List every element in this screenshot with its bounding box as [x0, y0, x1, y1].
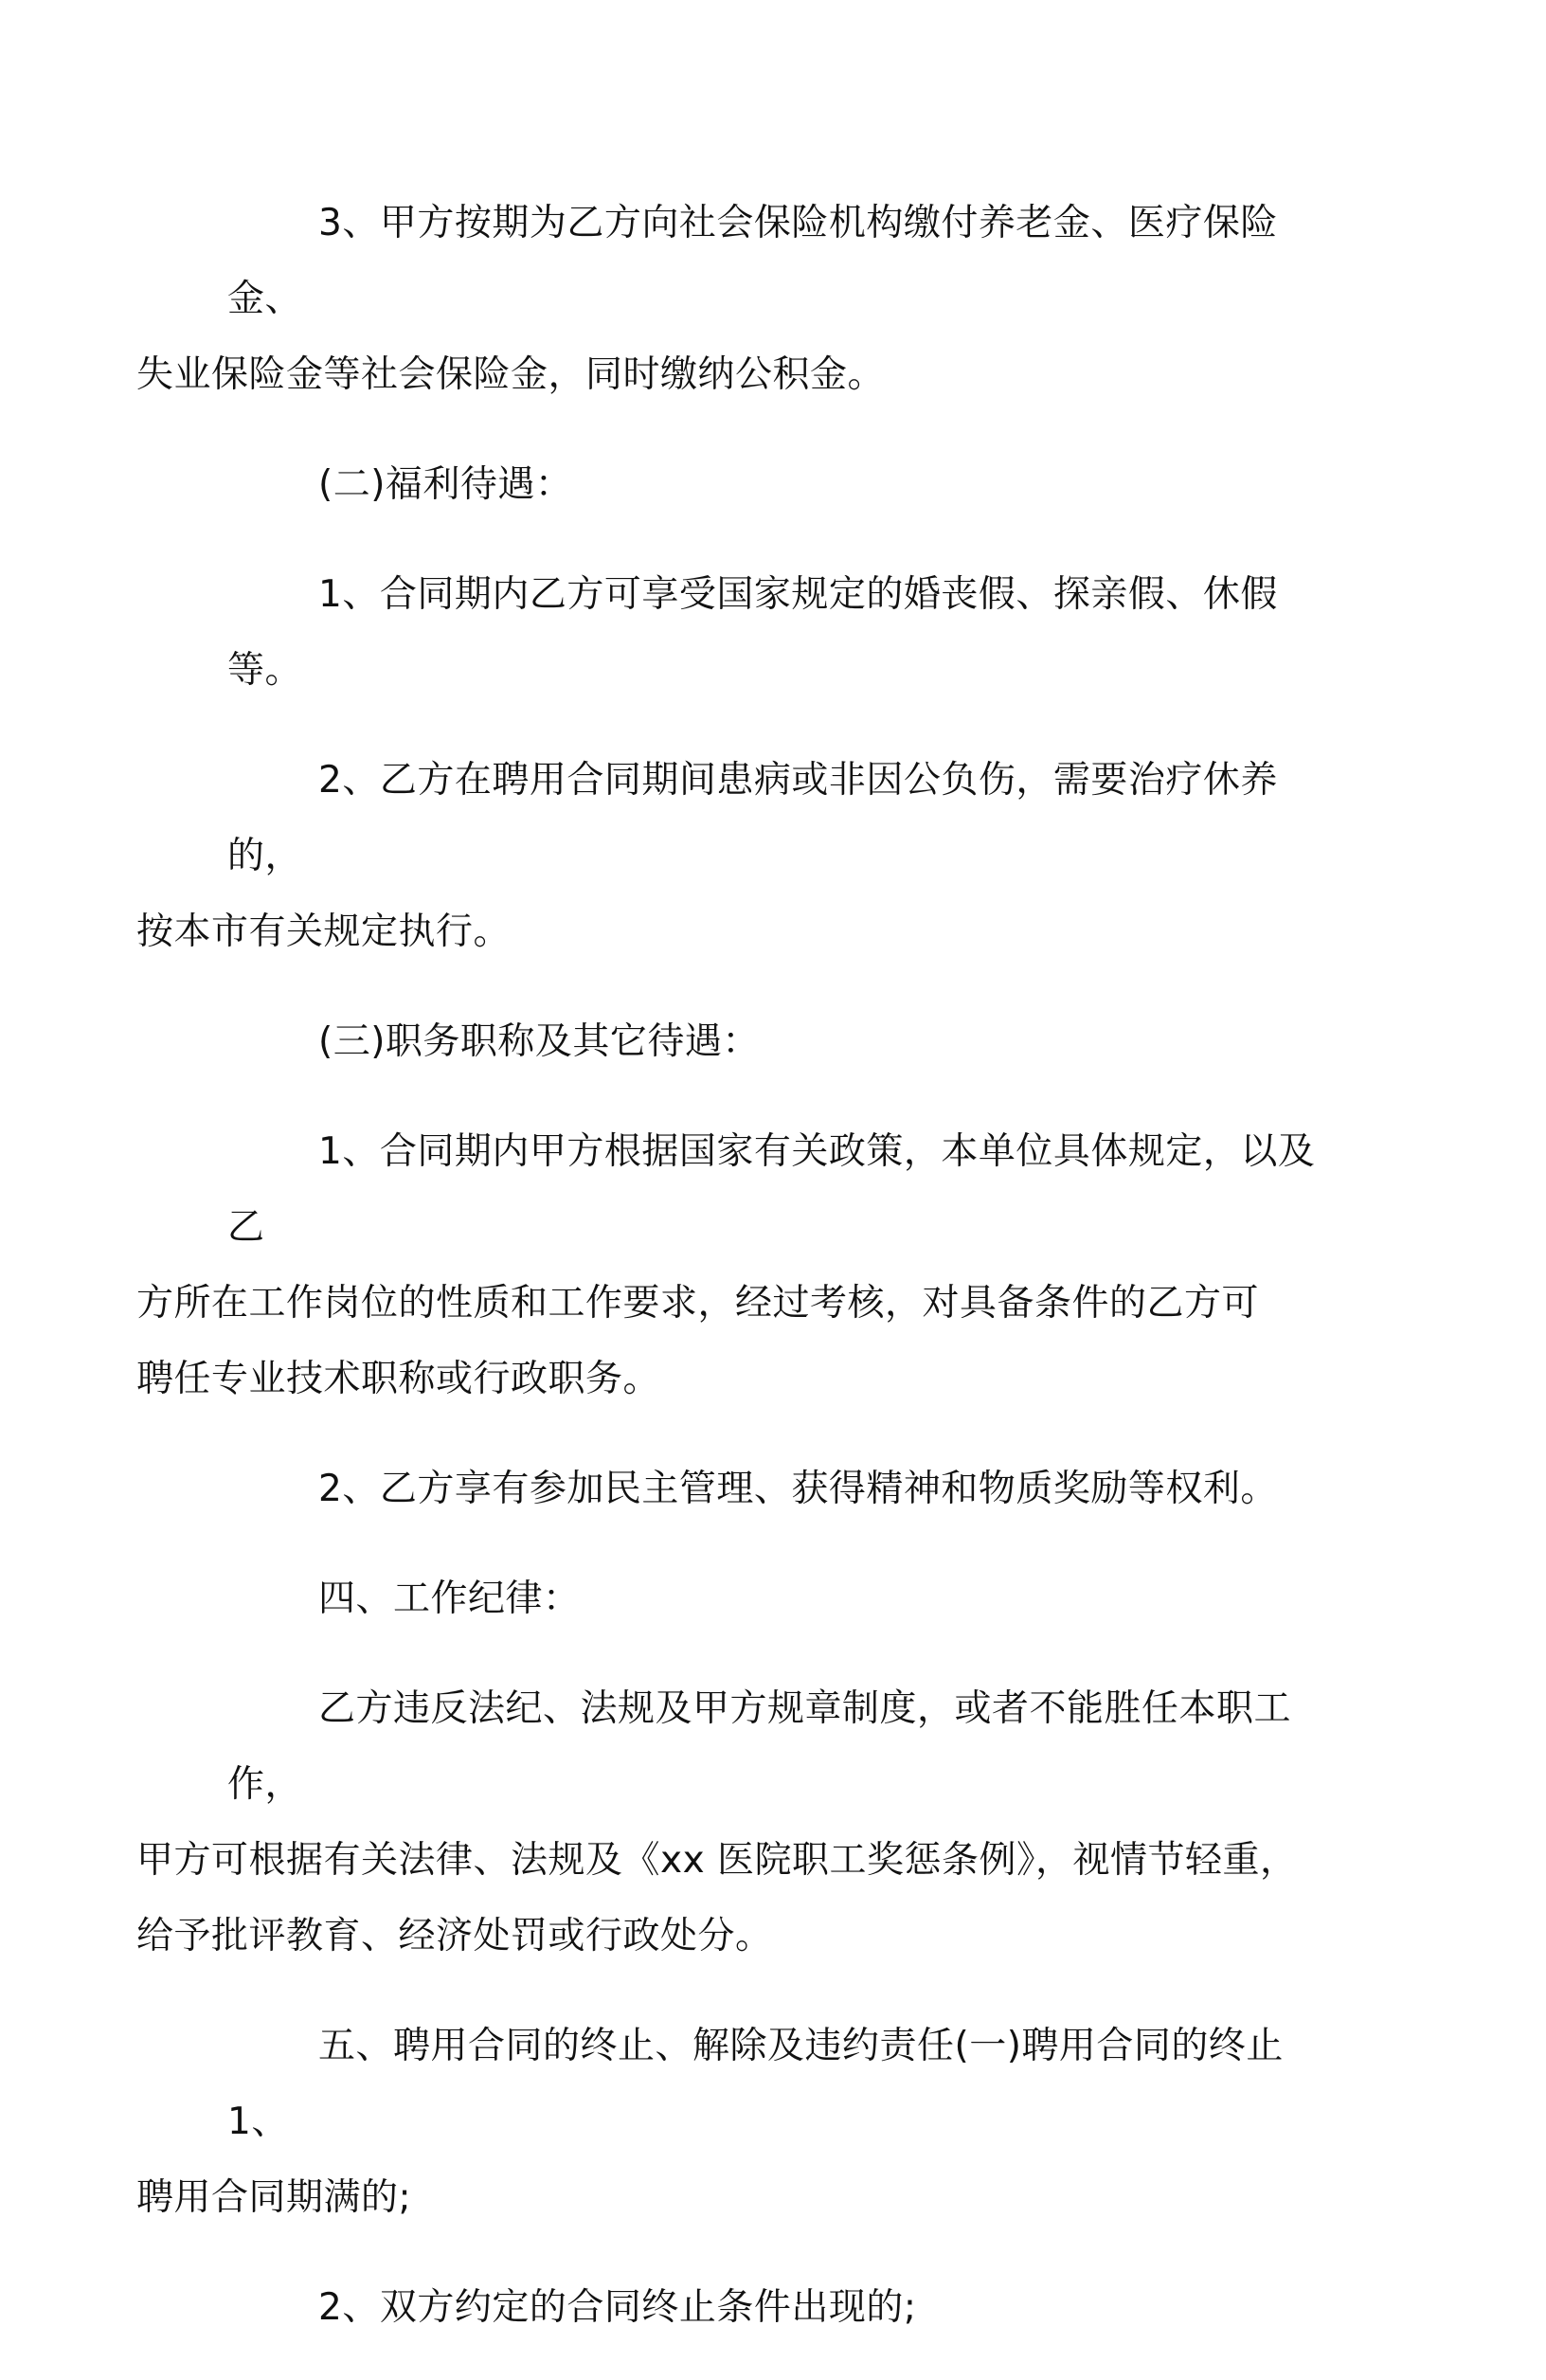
paragraph-social-insurance [136, 186, 1326, 413]
paragraph-line: 方所在工作岗位的性质和工作要求，经过考核，对具备条件的乙方可 [136, 1282, 1260, 1325]
section-heading-titles [227, 1004, 1326, 1080]
paragraph-line: 甲方可根据有关法律、法规及《xx 医院职工奖惩条例》，视情节轻重， [136, 1839, 1298, 1882]
paragraph-line: 按本市有关规定执行。 [136, 911, 512, 953]
paragraph-line: 聘任专业技术职称或行政职务。 [136, 1358, 661, 1400]
paragraph-line: 3、甲方按期为乙方向社会保险机构缴付养老金、医疗保险金、 [227, 202, 1278, 320]
heading-text: (二)福利待遇： [318, 463, 573, 506]
heading-text: 四、工作纪律： [318, 1578, 581, 1620]
paragraph-line: 乙方违反法纪、法规及甲方规章制度，或者不能胜任本职工作， [227, 1687, 1292, 1806]
paragraph-appointment [136, 1114, 1326, 1417]
paragraph-discipline [136, 1671, 1326, 1974]
heading-text: (三)职务职称及其它待遇： [318, 1020, 760, 1063]
paragraph-line: 2、乙方享有参加民主管理、获得精神和物质奖励等权利。 [318, 1468, 1278, 1510]
paragraph-line: 聘用合同期满的; [136, 2176, 412, 2219]
paragraph-sick-leave [136, 743, 1326, 970]
paragraph-line: 五、聘用合同的终止、解除及违约责任(一)聘用合同的终止 1、 [227, 2025, 1284, 2143]
paragraph-line: 失业保险金等社会保险金，同时缴纳公积金。 [136, 353, 886, 396]
section-heading-welfare [227, 447, 1326, 523]
paragraph-termination-condition [227, 2270, 1326, 2346]
section-heading-discipline [227, 1561, 1326, 1637]
paragraph-line: 1、合同期内乙方可享受国家规定的婚丧假、探亲假、休假等。 [227, 573, 1278, 692]
paragraph-line: 给予批评教育、经济处罚或行政处分。 [136, 1915, 773, 1957]
paragraph-line: 1、合同期内甲方根据国家有关政策，本单位具体规定，以及乙 [227, 1130, 1316, 1249]
paragraph-leave [227, 557, 1326, 709]
paragraph-line: 2、乙方在聘用合同期间患病或非因公负伤，需要治疗休养的， [227, 759, 1278, 877]
paragraph-line: 2、双方约定的合同终止条件出现的; [318, 2286, 917, 2329]
paragraph-rights [227, 1451, 1326, 1527]
document-body [136, 186, 1326, 2380]
paragraph-termination [136, 2009, 1326, 2236]
